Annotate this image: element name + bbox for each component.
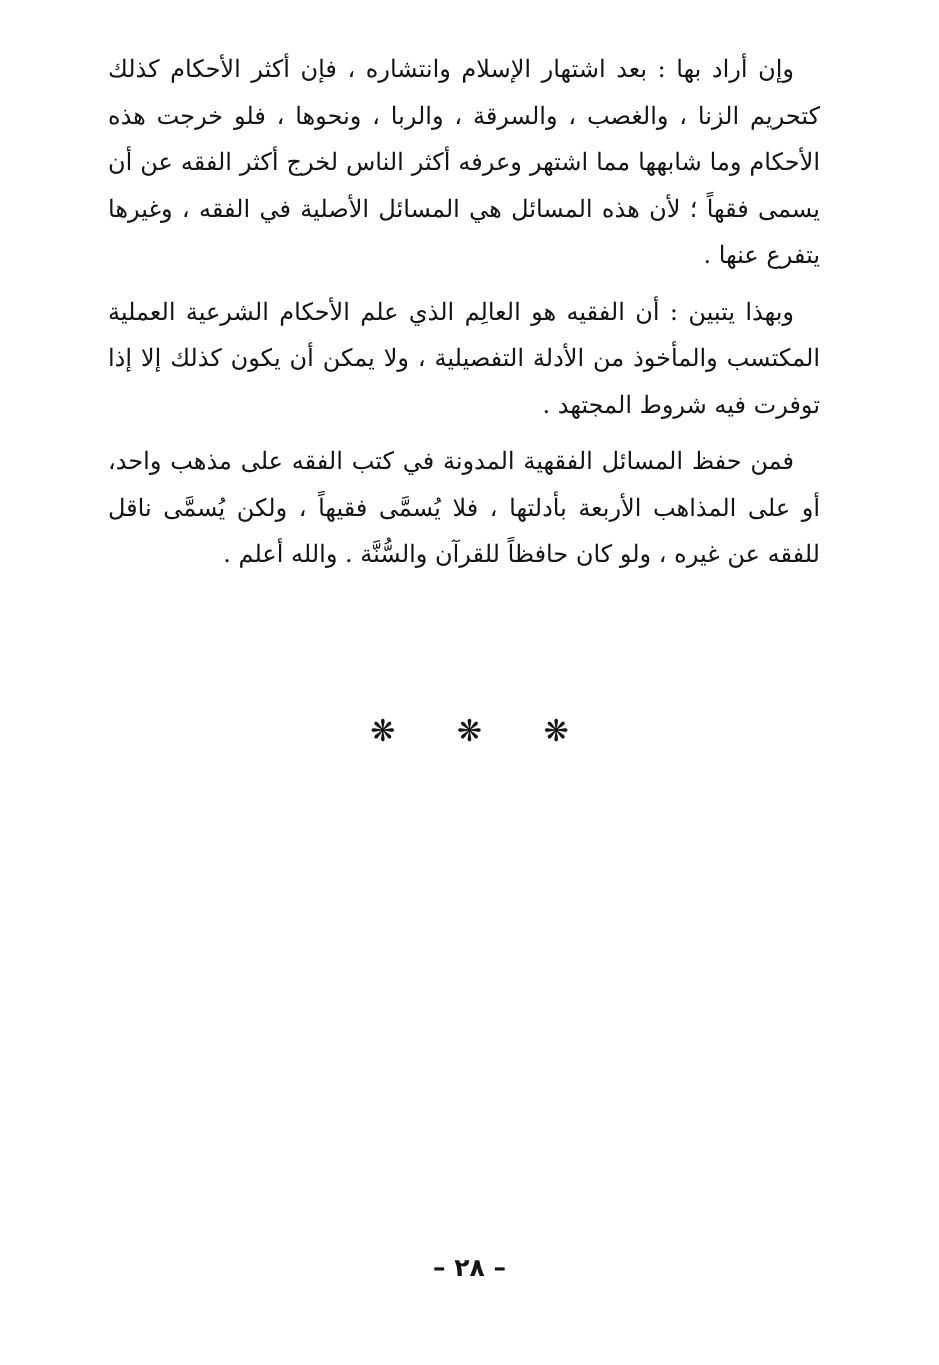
paragraph-1: وإن أراد بها : بعد اشتهار الإسلام وانتشاره ، فإن أكثر الأحكام كذلك كتحريم الزنا ، والغصب ، والسرقة ، والربا ، ونحوها ، فلو خرجت هذه الأحكام وما شابهها مما اشتهر وعرفه أكثر الناس لخرج أكثر الفقه عن أن يسمى فقهاً ؛ لأن هذه المسائل هي المسائل الأصلية في الفقه ، وغيرها يتفرع عنها . bbox=[108, 55, 820, 269]
asterism-icon: ❋ bbox=[543, 714, 569, 749]
body-text bbox=[108, 46, 820, 588]
asterism-icon: ❋ bbox=[370, 714, 396, 749]
paragraph-3: فمن حفظ المسائل الفقهية المدونة في كتب الفقه على مذهب واحد، أو على المذاهب الأربعة بأدلتها ، فلا يُسمَّى فقيهاً ، ولكن يُسمَّى ناقل للفقه عن غيره ، ولو كان حافظاً للقرآن والسُّنَّة . والله أعلم . bbox=[108, 447, 820, 568]
paragraph-2: وبهذا يتبين : أن الفقيه هو العالِم الذي علم الأحكام الشرعية العملية المكتسب والمأخوذ من الأدلة التفصيلية ، ولا يمكن أن يكون كذلك إلا إذا توفرت فيه شروط المجتهد . bbox=[108, 297, 820, 419]
section-separator bbox=[0, 712, 939, 752]
page-number: – ٢٨ – bbox=[433, 1253, 506, 1282]
asterism-icon: ❋ bbox=[456, 714, 483, 749]
